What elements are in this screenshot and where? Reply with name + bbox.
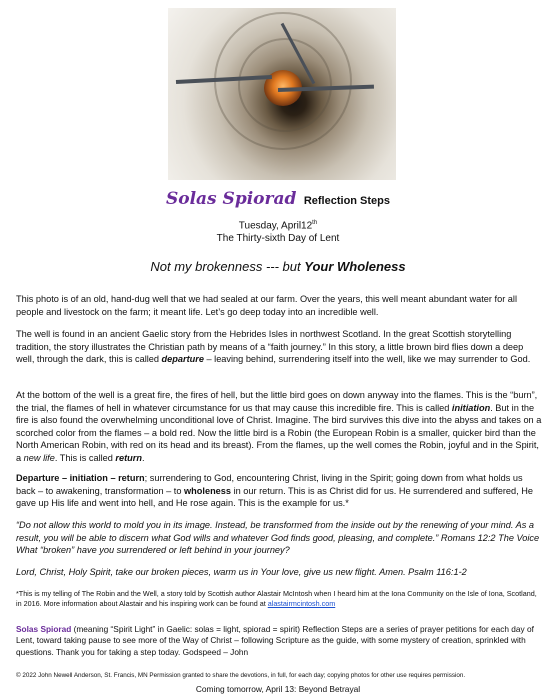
- p3-text: At the bottom of the well is a great fire, the fires of hell, but the little bird goes on down anyway into the flames. This is the “burn”, the trial, the flames of hell in whatever circumstance for us that may cause this incredible fire. This is called: [16, 390, 538, 413]
- well-photo: [168, 8, 396, 180]
- date-block: [0, 217, 556, 245]
- footnote: [16, 589, 544, 609]
- p3-end: .: [141, 452, 145, 463]
- date: Tuesday, April12: [238, 220, 313, 232]
- footnote-text: *This is my telling of The Robin and the Well, a story told by Scottish author Alastair McIntosh when I heard him at the Iona Community on the Isle of Iona, Scotland, in 2016. More information about Alastair and his inspiring work can be found at: [16, 589, 537, 608]
- author-link[interactable]: alastairmcintosh.com: [267, 599, 336, 608]
- scripture-quote: “Do not allow this world to mold you in its image. Instead, be transformed from the inside out by the renewing of your mind. As a result, you will be able to discern what God wills and whatever God finds good, pleasing, and complete.” Romans 12:2 The Voice What “broken” have you surrendered or left behind in your journey?: [16, 520, 540, 556]
- p4-text-end: in our return. This is as Christ did for us. He surrendered and suffered, He gave up His life and went into hell, and He rose again. This is the example for us.*: [16, 485, 533, 509]
- p4-wholeness: wholeness: [184, 485, 232, 496]
- date-suffix: th: [312, 220, 318, 226]
- title-row: [0, 189, 556, 209]
- p3-text-2: . But in the fire is also found the overwhelming unconditional love of Christ. Imagine. The bird survives this dive into the abyss and takes on a scorched color from the flames – a bold red. Now the little bird is a Robin (the European Robin is a smaller, quicker bird than the North American Robin, with red on its head and its breast). From the flames, up the well comes the Robin, joyful and in the Spirit, a: [16, 402, 542, 463]
- date-line: [0, 217, 556, 232]
- p4-bold: Departure – initiation – return: [16, 473, 145, 483]
- series-description: [16, 624, 544, 658]
- paragraph-4: [16, 472, 544, 510]
- brand-name: Solas Spiorad: [165, 189, 297, 209]
- series-name: Solas Spiorad: [16, 624, 72, 634]
- coming-tomorrow: Coming tomorrow, April 13: Beyond Betrayal: [195, 684, 361, 694]
- headline-part2: Your Wholeness: [304, 259, 406, 274]
- subtitle: Reflection Steps: [303, 195, 391, 207]
- series-text: (meaning “Spirit Light” in Gaelic: solas = light, spiorad = spirit) Reflection Steps are a series of prayer petitions for each day of Lent, toward taking pause to see more of the Way of Christ – following Scripture as the guide, with some mystery of creation, sprinkled with questions. Thank you for taking a step today. Godspeed – John: [16, 624, 534, 657]
- p3-text-3: . This is called: [54, 452, 116, 463]
- copyright: © 2022 John Newell Anderson, St. Francis, MN Permission granted to share the devotions, in full, for each day; copying photos for other use requires permission.: [16, 672, 466, 679]
- lent-day: The Thirty-sixth Day of Lent: [216, 233, 340, 245]
- p2-emphasis: departure: [161, 354, 204, 365]
- paragraph-1: This photo is of an old, hand-dug well that we had sealed at our farm. Over the years, this well meant abundant water for all people and livestock on the farm; it meant life. Let’s go deep today into an incredible well.: [16, 294, 517, 317]
- p2-text: The well is found in an ancient Gaelic story from the Hebrides Isles in northwest Scotland. In the great Scottish storytelling tradition, the story illustrates the Christian path by means of a “faith journey.” In this story, a little brown bird flies down a deep well, through the dark, this is called: [16, 329, 524, 365]
- headline: [0, 259, 556, 274]
- headline-part1: Not my brokenness --- but: [150, 259, 305, 274]
- p3-return: return: [115, 452, 142, 463]
- p2-text-end: – leaving behind, surrendering itself into the well, like we may surrender to God.: [203, 354, 531, 365]
- p4-text: ; surrendering to God, encountering Christ, living in the Spirit; going down from what holds us back – to awakening, transformation – to: [16, 473, 523, 496]
- paragraph-3: [16, 389, 544, 465]
- paragraph-2: [16, 328, 544, 366]
- p3-new-life: new life: [23, 452, 55, 463]
- p3-emphasis: initiation: [451, 402, 491, 413]
- prayer: Lord, Christ, Holy Spirit, take our broken pieces, warm us in Your love, give us new flight. Amen. Psalm 116:1-2: [16, 567, 467, 577]
